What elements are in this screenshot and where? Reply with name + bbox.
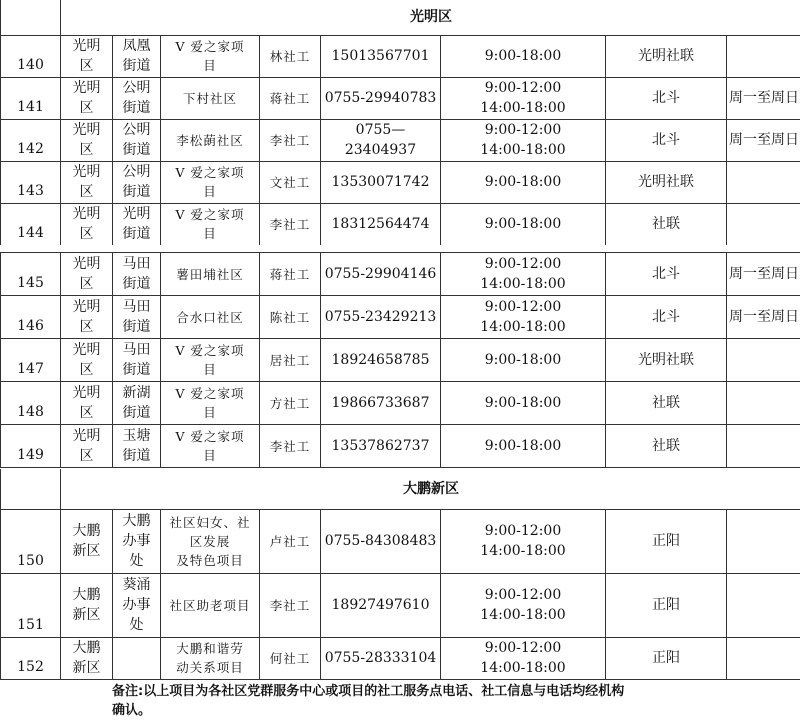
phone-cell: 0755-29940783 (321, 77, 441, 119)
table-row (1, 203, 800, 245)
street-cell: 凤凰 街道 (113, 35, 161, 77)
street-cell: 公明 街道 (113, 161, 161, 203)
service-days-cell (727, 573, 800, 637)
social-worker-cell: 李社工 (260, 119, 321, 161)
street-cell: 光明 街道 (113, 203, 161, 245)
table-row (1, 161, 800, 203)
service-hours-cell: 9:00-18:00 (441, 161, 606, 203)
social-worker-cell: 卢社工 (260, 509, 321, 573)
row-number: 142 (1, 119, 61, 161)
service-table-part-1 (0, 0, 800, 246)
social-worker-cell: 陈社工 (260, 296, 321, 339)
service-days-cell (727, 161, 800, 203)
phone-cell: 18924658785 (321, 339, 441, 382)
street-cell: 马田 街道 (113, 296, 161, 339)
service-hours-cell: 9:00-12:00 14:00-18:00 (441, 253, 606, 296)
organization-cell: 北斗 (606, 296, 727, 339)
service-site-cell: 社区妇女、社 区发展 及特色项目 (161, 509, 260, 573)
phone-cell: 13530071742 (321, 161, 441, 203)
social-worker-cell: 居社工 (260, 339, 321, 382)
service-days-cell (727, 203, 800, 245)
social-worker-cell: 李社工 (260, 425, 321, 468)
footnote: 备注:以上项目为各社区党群服务中心或项目的社工服务点电话、社工信息与电话均经机构 确认。 (112, 684, 625, 718)
district-cell: 光明 区 (61, 296, 113, 339)
social-worker-cell: 林社工 (260, 35, 321, 77)
social-worker-cell: 何社工 (260, 637, 321, 679)
service-site-cell: 薯田埔社区 (161, 253, 260, 296)
street-cell: 马田 街道 (113, 253, 161, 296)
row-number: 140 (1, 35, 61, 77)
service-table-part-2 (0, 252, 800, 468)
phone-cell: 0755-23429213 (321, 296, 441, 339)
district-cell: 大鹏 新区 (61, 509, 113, 573)
organization-cell: 正阳 (606, 509, 727, 573)
service-hours-cell: 9:00-12:00 14:00-18:00 (441, 296, 606, 339)
service-days-cell (727, 425, 800, 468)
section-header-row (1, 469, 800, 509)
phone-cell: 0755-84308483 (321, 509, 441, 573)
street-cell: 葵涌 办事 处 (113, 573, 161, 637)
district-cell: 大鹏 新区 (61, 637, 113, 679)
service-days-cell (727, 382, 800, 425)
organization-cell: 社联 (606, 425, 727, 468)
table-row (1, 382, 800, 425)
row-number: 145 (1, 253, 61, 296)
service-days-cell (727, 35, 800, 77)
social-worker-cell: 李社工 (260, 573, 321, 637)
service-hours-cell: 9:00-18:00 (441, 382, 606, 425)
social-worker-cell: 文社工 (260, 161, 321, 203)
service-days-cell (727, 339, 800, 382)
blank-cell (1, 469, 61, 509)
service-hours-cell: 9:00-12:00 14:00-18:00 (441, 573, 606, 637)
phone-cell: 13537862737 (321, 425, 441, 468)
service-site-cell: V 爱之家项 目 (161, 35, 260, 77)
district-cell: 光明 区 (61, 161, 113, 203)
service-hours-cell: 9:00-18:00 (441, 339, 606, 382)
service-hours-cell: 9:00-12:00 14:00-18:00 (441, 509, 606, 573)
service-site-cell: V 爱之家项 目 (161, 203, 260, 245)
organization-cell: 光明社联 (606, 339, 727, 382)
district-cell: 光明 区 (61, 35, 113, 77)
social-worker-cell: 蒋社工 (260, 77, 321, 119)
row-number: 141 (1, 77, 61, 119)
phone-cell: 0755—23404937 (321, 119, 441, 161)
service-days-cell: 周一至周日 (727, 296, 800, 339)
table-row (1, 35, 800, 77)
phone-cell: 15013567701 (321, 35, 441, 77)
organization-cell: 北斗 (606, 77, 727, 119)
service-hours-cell: 9:00-18:00 (441, 35, 606, 77)
row-number: 144 (1, 203, 61, 245)
table-row (1, 253, 800, 296)
service-site-cell: 李松蓢社区 (161, 119, 260, 161)
service-hours-cell: 9:00-18:00 (441, 425, 606, 468)
organization-cell: 光明社联 (606, 161, 727, 203)
row-number: 146 (1, 296, 61, 339)
phone-cell: 0755-29904146 (321, 253, 441, 296)
table-row (1, 296, 800, 339)
district-cell: 光明 区 (61, 77, 113, 119)
social-worker-cell: 李社工 (260, 203, 321, 245)
table-row (1, 637, 800, 679)
service-hours-cell: 9:00-18:00 (441, 203, 606, 245)
table-row (1, 77, 800, 119)
blank-cell (1, 0, 61, 35)
social-worker-cell: 方社工 (260, 382, 321, 425)
organization-cell: 社联 (606, 203, 727, 245)
service-site-cell: 下村社区 (161, 77, 260, 119)
row-number: 152 (1, 637, 61, 679)
row-number: 147 (1, 339, 61, 382)
social-worker-cell: 蒋社工 (260, 253, 321, 296)
street-cell: 公明 街道 (113, 77, 161, 119)
organization-cell: 正阳 (606, 573, 727, 637)
table-row (1, 119, 800, 161)
district-cell: 光明 区 (61, 339, 113, 382)
row-number: 150 (1, 509, 61, 573)
service-site-cell: V 爱之家项 目 (161, 161, 260, 203)
row-number: 148 (1, 382, 61, 425)
phone-cell: 0755-28333104 (321, 637, 441, 679)
service-hours-cell: 9:00-12:00 14:00-18:00 (441, 77, 606, 119)
table-row (1, 509, 800, 573)
service-hours-cell: 9:00-12:00 14:00-18:00 (441, 119, 606, 161)
district-cell: 光明 区 (61, 203, 113, 245)
service-days-cell: 周一至周日 (727, 119, 800, 161)
street-cell: 公明 街道 (113, 119, 161, 161)
table-row (1, 573, 800, 637)
service-site-cell: V 爱之家项 目 (161, 382, 260, 425)
district-cell: 光明 区 (61, 119, 113, 161)
row-number: 151 (1, 573, 61, 637)
phone-cell: 18927497610 (321, 573, 441, 637)
service-days-cell: 周一至周日 (727, 253, 800, 296)
street-cell (113, 637, 161, 679)
service-hours-cell: 9:00-12:00 14:00-18:00 (441, 637, 606, 679)
organization-cell: 北斗 (606, 253, 727, 296)
organization-cell: 社联 (606, 382, 727, 425)
street-cell: 玉塘 街道 (113, 425, 161, 468)
service-days-cell: 周一至周日 (727, 77, 800, 119)
table-row (1, 339, 800, 382)
service-days-cell (727, 637, 800, 679)
organization-cell: 北斗 (606, 119, 727, 161)
service-site-cell: 社区助老项目 (161, 573, 260, 637)
street-cell: 新湖 街道 (113, 382, 161, 425)
service-site-cell: V 爱之家项 目 (161, 339, 260, 382)
organization-cell: 光明社联 (606, 35, 727, 77)
district-cell: 光明 区 (61, 425, 113, 468)
service-table-part-3 (0, 469, 800, 680)
district-cell: 光明 区 (61, 382, 113, 425)
service-days-cell (727, 509, 800, 573)
district-cell: 光明 区 (61, 253, 113, 296)
phone-cell: 18312564474 (321, 203, 441, 245)
section-title: 大鹏新区 (61, 469, 800, 509)
service-site-cell: V 爱之家项 目 (161, 425, 260, 468)
service-site-cell: 大鹏和谐劳 动关系项目 (161, 637, 260, 679)
section-header-row (1, 0, 800, 35)
phone-cell: 19866733687 (321, 382, 441, 425)
organization-cell: 正阳 (606, 637, 727, 679)
section-title: 光明区 (61, 0, 800, 35)
service-site-cell: 合水口社区 (161, 296, 260, 339)
row-number: 143 (1, 161, 61, 203)
street-cell: 大鹏 办事 处 (113, 509, 161, 573)
street-cell: 马田 街道 (113, 339, 161, 382)
row-number: 149 (1, 425, 61, 468)
table-row (1, 425, 800, 468)
district-cell: 大鹏 新区 (61, 573, 113, 637)
